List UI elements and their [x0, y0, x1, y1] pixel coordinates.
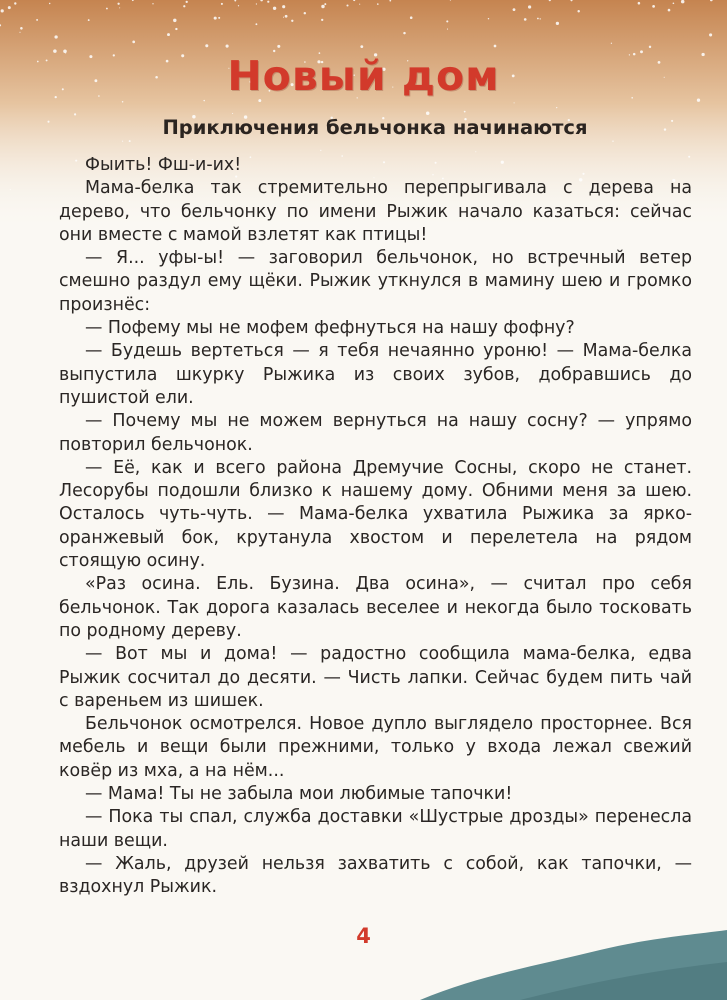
paragraph: — Я... уфы-ы! — заговорил бельчонок, но встречный ветер смешно раздул ему щёки. Рыжик уткнулся в мамину шею и громко произнёс: [59, 248, 692, 315]
page-subtitle: Приключения бельчонка начинаются [162, 116, 588, 139]
paragraph: — Будешь вертеться — я тебя нечаянно уроню! — Мама-белка выпустила шкурку Рыжика из своих зубов, добравшись до пушистой ели. [59, 341, 692, 408]
story-text [59, 154, 692, 900]
paragraph: — Пока ты спал, служба доставки «Шустрые дрозды» перенесла наши вещи. [59, 807, 692, 851]
paragraph: Мама-белка так стремительно перепрыгивала с дерева на дерево, что бельчонку по имени Рыжик начало казаться: сейчас они вместе с мамой взлетят как птицы! [59, 178, 692, 245]
paragraph: Бельчонок осмотрелся. Новое дупло выглядело просторнее. Вся мебель и вещи были прежними, только у входа лежал свежий ковёр из мха, а на нём... [59, 714, 692, 781]
paragraph: — Жаль, друзей нельзя захватить с собой, как тапочки, — вздохнул Рыжик. [59, 853, 692, 898]
page-title: Новый дом [227, 52, 500, 100]
paragraph: — Вот мы и дома! — радостно сообщила мама-белка, едва Рыжик сосчитал до десяти. — Чисть лапки. Сейчас будем пить чай с вареньем из шишек. [59, 644, 692, 711]
paragraph: — Мама! Ты не забыла мои любимые тапочки! [85, 784, 513, 805]
page-number: 4 [356, 924, 371, 948]
paragraph: Фыить! Фш-и-их! [85, 155, 242, 175]
paragraph: «Раз осина. Ель. Бузина. Два осина», — считал про себя бельчонок. Так дорога казалась веселее и некогда было тосковать по родному дереву. [59, 574, 692, 641]
paragraph: — Её, как и всего района Дремучие Сосны, скоро не станет. Лесорубы подошли близко к нашему дому. Обними меня за шею. Осталось чуть-чуть. — Мама-белка ухватила Рыжика за ярко-оранжевый бок, крутанула хвостом и перелетела на рядом стоящую осину. [59, 457, 692, 572]
paragraph: — Пофему мы не мофем фефнуться на нашу фофну? [85, 318, 575, 339]
paragraph: — Почему мы не можем вернуться на нашу сосну? — упрямо повторил бельчонок. [59, 411, 692, 455]
